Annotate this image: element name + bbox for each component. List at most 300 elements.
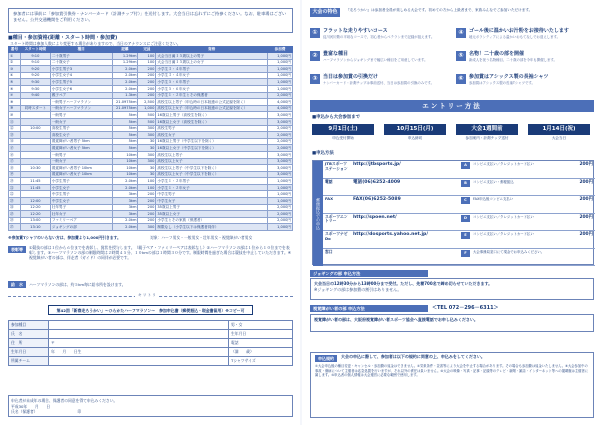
row-eligibility: 大会当日満１５歳以上の女子 (156, 59, 268, 66)
notes-header: 申込規約 (315, 355, 337, 362)
feature-number: ① (310, 28, 320, 38)
method-row (323, 249, 595, 267)
row-capacity: 300 (138, 151, 156, 158)
method-payment: コンビニ支払い／クレジットカード払い (473, 232, 534, 236)
row-number: ⑱ (9, 165, 21, 172)
row-capacity: 200 (138, 72, 156, 79)
row-fee: 3,000円 (268, 158, 293, 165)
form-field[interactable]: 年 月 日生 (49, 348, 229, 357)
feature-desc: 参加賞はアシックス製の長袖Tシャツです。 (469, 81, 535, 85)
row-event: ファミリーペア (50, 217, 112, 224)
right-panel (302, 0, 600, 425)
row-fee: 2,000円 (268, 217, 293, 224)
schedule-row (9, 224, 293, 231)
row-distance: 1.3km (112, 92, 138, 99)
method-fee: 200円 (579, 232, 593, 237)
jog-header: ジョギングの部 申込方法 (310, 270, 428, 277)
row-event: 一般男子 (50, 112, 112, 119)
row-capacity: 500 (138, 112, 156, 119)
row-event: 壮年男子 (50, 204, 112, 211)
notes-body: ①大会申込後の種目変更・キャンセル・参加費の返金はできません。②気象条件・災害等により大会を中止する場合があります。その場合も参加費は返金いたしません。③大会参加中の事故・傷病について主催者は応急処置を行いますが、それ以外の責任は負いません。④大会の映像・写真・記事・記録等のテレビ・新聞・雑誌・インターネット等への掲載権は主催者に属します。⑤申込者の個人情報は大会運営に必要な範囲で使用します。 (315, 364, 589, 378)
row-event: 視覚障がい者女子 5km (50, 145, 112, 152)
method-provider: スポーツエントリー (325, 213, 348, 224)
schedule-row (9, 125, 293, 132)
row-event: 一般男子ハーフマラソン (50, 99, 112, 106)
row-distance: 5km (112, 125, 138, 132)
form-note: 電話 (229, 339, 293, 348)
method-provider: スポーツナビDo (325, 231, 348, 241)
row-number: ⑥ (9, 85, 21, 92)
row-event: 視覚障がい者男子 5km (50, 138, 112, 145)
rules-notes-box (310, 352, 594, 418)
row-capacity: 200 (138, 85, 156, 92)
method-badge: B (461, 180, 470, 187)
form-note: 男・女 (229, 321, 293, 330)
schedule-row (9, 112, 293, 119)
row-fee: 1,000円 (268, 85, 293, 92)
row-fee: 2,000円 (268, 145, 293, 152)
row-fee: 2,000円 (268, 132, 293, 139)
flow-caption-1: 申込受付開始 (332, 136, 354, 140)
row-event: 壮年女子 (50, 211, 112, 218)
row-fee: 1,000円 (268, 72, 293, 79)
row-start: 9:10 (20, 59, 50, 66)
schedule-row (9, 217, 293, 224)
row-number: ⑯ (9, 151, 21, 158)
col-eligibility: 資格 (156, 47, 268, 53)
row-start: 13:10 (20, 224, 50, 231)
feature-item (310, 51, 450, 71)
method-row (323, 196, 595, 214)
method-payment: 大会事務局窓口にて現金でお申込みください。 (473, 249, 545, 254)
feature-item (456, 74, 596, 94)
row-number: ④ (9, 72, 21, 79)
row-eligibility: 35歳以上女子 (156, 211, 268, 218)
schedule-row (9, 191, 293, 198)
row-event: 小学生女子4 (50, 72, 112, 79)
row-start: 11:45 (20, 178, 50, 185)
row-capacity: 30 (138, 138, 156, 145)
schedule-row (9, 211, 293, 218)
row-fee: 3,000円 (268, 151, 293, 158)
vision-text: 視覚障がい者の部は、大阪府視覚障がい者スポーツ協会へ直接電話でお申し込みください。 (314, 317, 478, 322)
row-capacity: 300 (138, 132, 156, 139)
row-event: 小学生男子3 (50, 66, 112, 73)
row-distance: 10km (112, 151, 138, 158)
schedule-title: ■種目・参加資格(距離・スタート時間・参加費) (8, 35, 118, 41)
row-fee: 1,000円 (268, 66, 293, 73)
row-eligibility: 中学生男子 (156, 191, 268, 198)
row-capacity: 30 (138, 145, 156, 152)
row-distance: 2.0km (112, 184, 138, 191)
row-start: 9:20 (20, 72, 50, 79)
row-number: ⑪ (9, 118, 21, 125)
method-row (323, 231, 595, 249)
schedule-row (9, 99, 293, 106)
row-distance: 2.0km (112, 85, 138, 92)
schedule-footnote-2: 対象：ハーフ男女・一般男女・壮年男女・視覚障がい者男女 (150, 235, 253, 240)
row-fee: 4,000円 (268, 105, 293, 112)
flow-step-4: 1月14日(祝) (528, 124, 590, 135)
row-distance: 3km (112, 204, 138, 211)
jog-subtext: ※ジョギングの部は参加費の割引はありません。 (314, 286, 402, 292)
row-event: 二十歳女子 (50, 59, 112, 66)
row-number: ㉑ (9, 184, 21, 191)
row-capacity: 300 (138, 125, 156, 132)
vision-header: 視覚障がい者の部 申込方法 (310, 305, 428, 312)
method-badge: E (461, 232, 470, 239)
row-fee: 3,000円 (268, 118, 293, 125)
form-footer-note: 申込者が未成年の場合、保護者の同意を得て申込みください。 (11, 398, 118, 403)
row-start: 同時スタート (20, 105, 50, 112)
row-capacity: 30 (138, 171, 156, 178)
row-fee: 1,000円 (268, 59, 293, 66)
row-distance: 5km (112, 145, 138, 152)
col-start: スタート時間 (20, 47, 50, 53)
entry-banner: エントリー方法 (310, 100, 594, 112)
row-start: 9:30 (20, 85, 50, 92)
entry-flow (312, 124, 592, 146)
row-distance: 2.0km (112, 224, 138, 231)
feature-title: フラットな走りやすいコース (323, 28, 388, 34)
method-contact[interactable]: FAX(06)6252-5089 (353, 197, 401, 202)
form-label: 参加種目 (9, 321, 49, 330)
form-body (9, 321, 293, 366)
schedule-row (9, 92, 293, 99)
schedule-row (9, 72, 293, 79)
row-distance: 1.29km (112, 59, 138, 66)
feature-title: 当日は参加賞の引換だけ (323, 74, 379, 80)
row-capacity: 200 (138, 204, 156, 211)
row-eligibility: 高校生男子 (156, 125, 268, 132)
row-eligibility: 16歳以上男子（高校生を除く） (156, 112, 268, 119)
row-number: ⑳ (9, 178, 21, 185)
row-distance: 2.0km (112, 79, 138, 86)
feature-title: 豊富な種目 (323, 51, 349, 57)
row-distance: 2.0km (112, 217, 138, 224)
feature-title: 参加賞はアシックス製の長袖シャツ (469, 74, 549, 80)
row-start: 9:40 (20, 92, 50, 99)
schedule-row (9, 158, 293, 165)
feature-number: ⑥ (456, 74, 466, 84)
row-number: ⑰ (9, 158, 21, 165)
row-eligibility: 35歳以上男子 (156, 204, 268, 211)
schedule-row (9, 151, 293, 158)
row-distance: 2.0km (112, 72, 138, 79)
row-event: 中学生男子 (50, 191, 112, 198)
row-number: ㉗ (9, 224, 21, 231)
method-row (323, 214, 595, 232)
row-distance: 10km (112, 158, 138, 165)
row-number: ⑤ (9, 79, 21, 86)
row-number: ⑮ (9, 145, 21, 152)
schedule-row (9, 178, 293, 185)
row-capacity: 200 (138, 66, 156, 73)
entry-methods (312, 160, 594, 265)
intro-box (8, 8, 293, 33)
row-start: 13:00 (20, 217, 50, 224)
row-start: 10:00 (20, 125, 50, 132)
schedule-row (9, 85, 293, 92)
row-number: ㉒ (9, 191, 21, 198)
method-row (323, 161, 595, 179)
flow-caption-2: 申込締切 (407, 136, 423, 140)
row-event: 小学生男子5 (50, 79, 112, 86)
col-capacity: 定員 (138, 47, 156, 53)
row-number: ⑨ (9, 105, 21, 112)
method-provider: 窓口 (325, 248, 333, 254)
row-distance: 10km (112, 165, 138, 172)
method-contact[interactable]: http://spoen.net/ (353, 214, 397, 220)
row-eligibility: 高校生以上男子（申込時の日本陸連の公式記録を除く） (156, 99, 268, 106)
schedule-row (9, 138, 293, 145)
row-eligibility: 小学生１・２年生とその保護者 (156, 92, 268, 99)
schedule-row (9, 59, 293, 66)
feature-number: ③ (310, 74, 320, 84)
row-fee: 1,000円 (268, 178, 293, 185)
row-distance: 2.0km (112, 178, 138, 185)
row-number: ⑲ (9, 171, 21, 178)
col-distance: 距離 (112, 47, 138, 53)
schedule-row (9, 66, 293, 73)
flow-step-1: 9月1日(土) (312, 124, 374, 135)
form-note: Tシャツサイズ (229, 357, 293, 366)
flow-step-2: 10月15日(月) (384, 124, 446, 135)
feature-title: ゴール後に温かいお汁粉をお接待いたします (469, 28, 569, 34)
row-eligibility: 中学生女子 (156, 198, 268, 205)
method-payment: コンビニ支払い／クレジットカード払い (473, 214, 534, 219)
row-event: 高校生男子 (50, 125, 112, 132)
row-eligibility: 16歳以上女子（高校生を除く） (156, 118, 268, 125)
row-eligibility: 高校生女子 (156, 132, 268, 139)
row-eligibility: 制限なし（小学生以下は保護者同伴） (156, 224, 268, 231)
method-contact[interactable]: http://dosports.yahoo.net.jp/ (353, 232, 428, 237)
form-field[interactable] (49, 357, 229, 366)
row-event: 中学生女子 (50, 198, 112, 205)
method-provider: FAX (325, 196, 334, 201)
flow-step-3: 大会1週間前 (456, 124, 518, 135)
row-start: 12:00 (20, 198, 50, 205)
row-capacity: 300 (138, 158, 156, 165)
schedule-row (9, 79, 293, 86)
row-eligibility: 16歳以上男子（中学生以下を除く） (156, 138, 268, 145)
row-number: ③ (9, 66, 21, 73)
row-start (20, 132, 50, 139)
row-distance: 10km (112, 171, 138, 178)
schedule-row (9, 105, 293, 112)
row-fee: 2,000円 (268, 204, 293, 211)
row-number: ⑦ (9, 92, 21, 99)
row-fee: 4,000円 (268, 99, 293, 106)
row-fee: 1,000円 (268, 79, 293, 86)
row-fee: 2,000円 (268, 211, 293, 218)
row-start (20, 99, 50, 106)
feature-item (310, 74, 450, 94)
method-badge: C (461, 197, 470, 204)
flow-caption-4: 大会当日 (551, 136, 567, 140)
row-start: 11:45 (20, 184, 50, 191)
row-capacity: 200 (138, 198, 156, 205)
row-event: 親子ペア (50, 92, 112, 99)
feature-number: ⑤ (456, 51, 466, 61)
schedule-table (8, 46, 293, 231)
form-field[interactable] (49, 330, 229, 339)
row-distance: 5km (112, 132, 138, 139)
cut-label: キ リ ト リ (135, 293, 159, 297)
row-event: 小学生女子 (50, 184, 112, 191)
schedule-footnote-1: ※参加賞Tシャツのいらない方は、参加費より1,000円引きます。 (8, 235, 121, 240)
row-eligibility: 小学生１・２年男子 (156, 178, 268, 185)
row-eligibility: 小学生とその家族（保護者） (156, 217, 268, 224)
row-capacity: 200 (138, 92, 156, 99)
schedule-row (9, 171, 293, 178)
form-field[interactable] (49, 321, 229, 330)
row-event: 高校生女子 (50, 132, 112, 139)
row-capacity: 200 (138, 79, 156, 86)
form-label: 生年月日 (9, 348, 49, 357)
row-capacity: 300 (138, 224, 156, 231)
row-number: ⑩ (9, 112, 21, 119)
feature-title: 名物！二十歳の部を開催 (469, 51, 525, 57)
col-fee: 参加費 (268, 47, 293, 53)
method-fee: 200円 (579, 179, 593, 185)
row-event: 視覚障がい者女子 10km (50, 171, 112, 178)
entry-method-label: ■申込方法 (312, 151, 334, 156)
form-footer-date[interactable]: 平成30年 月 日 (11, 403, 51, 409)
row-eligibility: 高校生以上男子 (156, 151, 268, 158)
row-capacity: 100 (138, 178, 156, 185)
row-event: 小学生女子6 (50, 85, 112, 92)
jog-box (310, 278, 594, 300)
row-eligibility: 小学生５・６年男子 (156, 79, 268, 86)
row-fee: 3,000円 (268, 165, 293, 172)
entry-period-label: ■申込から大会参加まで (312, 115, 361, 120)
schedule-row (9, 184, 293, 191)
row-distance: 1.29km (112, 53, 138, 60)
feature-desc: 新成人を祝う名物種目、二十歳の部を今年も開催します。 (469, 58, 557, 62)
row-event: 一般女子ハーフマラソン (50, 105, 112, 112)
form-label: 氏 名 (9, 330, 49, 339)
row-start (20, 171, 50, 178)
form-footer-signature[interactable]: 氏名（保護者） 印 (11, 409, 82, 415)
row-eligibility: 16歳以上女子（中学生以下を除く） (156, 145, 268, 152)
form-label: 所属チーム (9, 357, 49, 366)
schedule-body (9, 53, 293, 231)
row-event: 一般女子 (50, 118, 112, 125)
feature-desc: ナンバーカード・計測チップは事前送付、当日は参加賞の引換のみです。 (323, 81, 435, 85)
row-fee: 1,000円 (268, 198, 293, 205)
row-start: 9:20 (20, 66, 50, 73)
form-note: （満 歳） (229, 348, 293, 357)
row-number: ⑧ (9, 99, 21, 106)
row-fee: 2,000円 (268, 92, 293, 99)
feature-desc: 地元ボランティアによる温かいおもてなしでお迎えします。 (469, 35, 561, 39)
row-fee: 1,000円 (268, 224, 293, 231)
method-provider: JTBスポーツステーション (325, 161, 348, 171)
row-event: ジョギングの部 (50, 224, 112, 231)
method-badge: A (461, 162, 470, 169)
form-row (9, 339, 293, 348)
row-capacity: 200 (138, 217, 156, 224)
row-number: ㉖ (9, 217, 21, 224)
row-start (20, 118, 50, 125)
row-start: 9:10 (20, 53, 50, 60)
row-capacity: 1,000 (138, 105, 156, 112)
method-badge: D (461, 215, 470, 222)
method-fee: 200円 (579, 162, 593, 167)
row-number: ㉔ (9, 204, 21, 211)
row-distance: 3km (112, 211, 138, 218)
schedule-row (9, 118, 293, 125)
row-fee: 3,000円 (268, 112, 293, 119)
row-fee: 1,000円 (268, 191, 293, 198)
row-eligibility: 小学生５・６年女子 (156, 85, 268, 92)
row-number: ① (9, 53, 21, 60)
col-event: 種目 (50, 47, 112, 53)
method-contact[interactable]: http://jtbsports.jp/ (353, 162, 401, 167)
row-number: ㉓ (9, 198, 21, 205)
intro-text: 参加者には事前に「参加賞引換券・ナンバーカード（計測チップ付）」を送付します。大会当日は忘れずにご持参ください。なお、駐車場はございません。公共交通機関をご利用ください。 (13, 11, 287, 23)
form-field[interactable]: 〒 (49, 339, 229, 348)
feature-number: ④ (456, 28, 466, 38)
row-distance: 3km (112, 198, 138, 205)
row-eligibility: 小学生３・４年男子 (156, 66, 268, 73)
form-row (9, 321, 293, 330)
schedule-row (9, 198, 293, 205)
row-eligibility: 小学生１・２年女子 (156, 184, 268, 191)
row-capacity: 30 (138, 165, 156, 172)
row-start: 9:30 (20, 79, 50, 86)
row-start: 10:30 (20, 165, 50, 172)
row-fee: 2,000円 (268, 125, 293, 132)
method-row (323, 179, 595, 197)
rules-text: ①競技の部は１位から６位までを表彰し、賞状を授与します。（親子ペア・ファミリーペアは表彰なし）②ハーフマラソンの部は１位から１０位までを表彰します。③ハーフマラソンの部の制限時間は２時間４５分、１０kmの部は１時間３０分です。制限時間を過ぎた場合は競技を中止していただきます。④視覚障がい者の部は、伴走者（ガイド）の同伴が必要です。 (29, 245, 292, 261)
features-note: 『走ろうかい』は参加者全員が楽しめる大会です。初めての方から上級者まで、家族みんなでご参加いただけます。 (346, 8, 533, 12)
row-distance: 2.0km (112, 66, 138, 73)
row-fee: 2,000円 (268, 138, 293, 145)
schedule-row (9, 204, 293, 211)
method-fee: 200円 (579, 197, 593, 202)
schedule-row (9, 145, 293, 152)
row-capacity: 500 (138, 118, 156, 125)
rules-label: 表彰等 (8, 246, 26, 253)
row-capacity: 200 (138, 211, 156, 218)
method-payment: コンビニ支払い・郵便振込 (473, 179, 514, 184)
method-contact[interactable]: 電話(06)6252-4009 (353, 179, 401, 185)
water-label: 給 水 (8, 281, 26, 288)
method-vertical-label: 郵便振込での申込 (313, 161, 323, 266)
form-row (9, 357, 293, 366)
vision-tel: ＜TEL 072－296－6311＞ (432, 305, 499, 311)
row-capacity: 100 (138, 53, 156, 60)
method-provider: 電話 (325, 178, 333, 184)
row-fee: 1,000円 (268, 53, 293, 60)
row-distance: 5km (112, 118, 138, 125)
row-event: 二十歳男子 (50, 53, 112, 60)
feature-desc: 淀川河川敷の平坦なコースで、初心者からベテランまで記録が狙えます。 (323, 35, 435, 39)
row-start (20, 151, 50, 158)
form-note: 生年月日 (229, 330, 293, 339)
row-eligibility: 高校生以上男子（中学生以下を除く） (156, 165, 268, 172)
jog-text: 大会当日の12時30分から13時00分まで受付。ただし、先着700名で締め切らせていただきます。 (314, 281, 493, 286)
row-start (20, 191, 50, 198)
feature-desc: ハーフマラソンからジョギングまで幅広い種目をご用意しています。 (323, 58, 428, 62)
schedule-row (9, 53, 293, 60)
row-start (20, 112, 50, 119)
row-fee: 1,000円 (268, 184, 293, 191)
row-eligibility: 高校生以上女子（申込時の日本陸連の公式記録を除く） (156, 105, 268, 112)
row-number: ⑭ (9, 138, 21, 145)
